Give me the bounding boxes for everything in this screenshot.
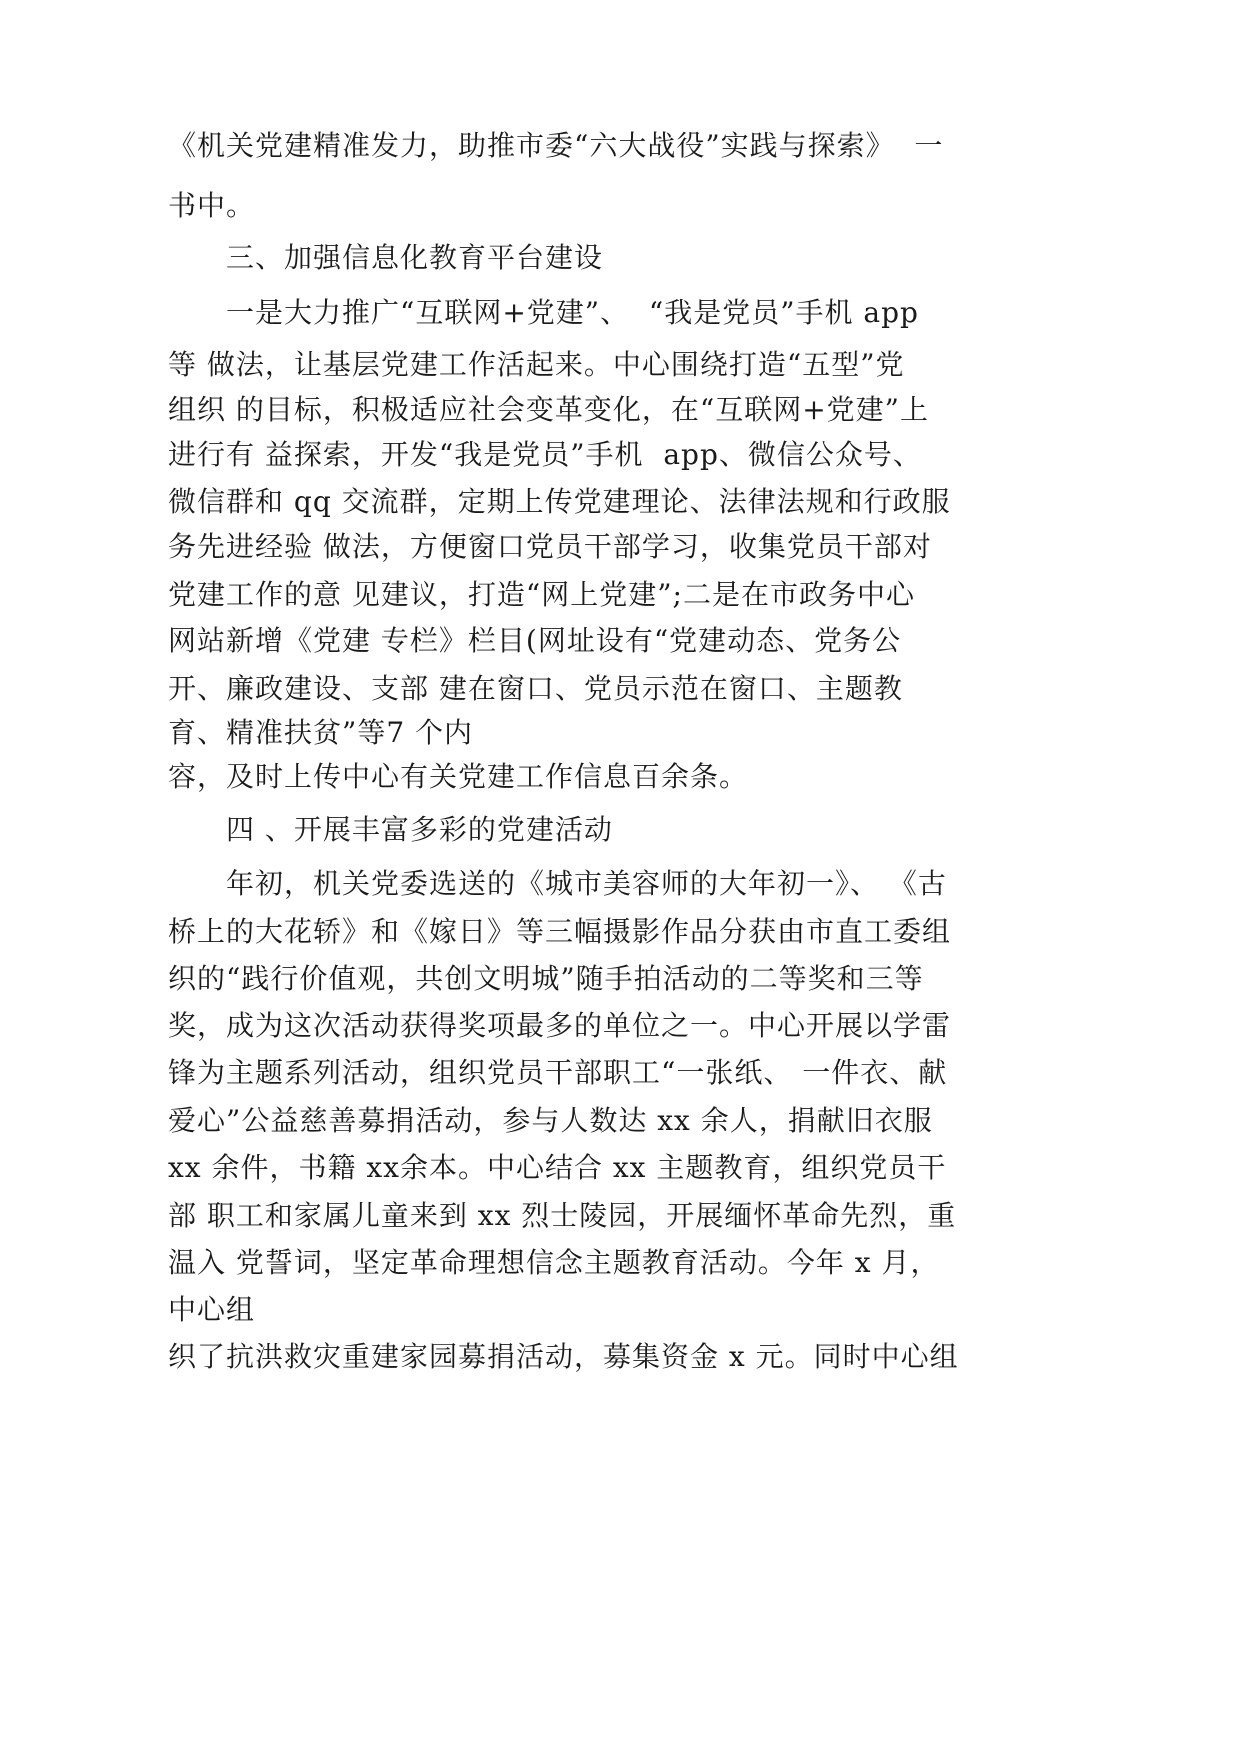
body-text-line: 书中。 — [168, 189, 256, 222]
body-text-line: 部 职工和家属儿童来到 xx 烈士陵园，开展缅怀革命先烈，重 — [168, 1199, 957, 1232]
body-text-line: 桥上的大花轿》和《嫁日》等三幅摄影作品分获由市直工委组 — [168, 915, 952, 948]
body-text-line: 等 做法，让基层党建工作活起来。中心围绕打造“五型”党 — [168, 348, 905, 381]
body-text-line: xx 余件，书籍 xx余本。中心结合 xx 主题教育，组织党员干 — [168, 1151, 947, 1184]
body-text-line: 奖，成为这次活动获得奖项最多的单位之一。中心开展以学雷 — [168, 1009, 952, 1042]
body-text-line: 容，及时上传中心有关党建工作信息百余条。 — [168, 760, 749, 793]
body-text-line: 务先进经验 做法，方便窗口党员干部学习，收集党员干部对 — [168, 530, 932, 563]
body-text-line: 年初，机关党委选送的《城市美容师的大年初一》、 《古 — [226, 867, 947, 900]
body-text-line: 《机关党建精准发力，助推市委“六大战役”实践与探索》 一 — [168, 129, 944, 162]
section-heading: 四 、开展丰富多彩的党建活动 — [226, 813, 613, 846]
body-text-line: 爱心”公益慈善募捐活动，参与人数达 xx 余人，捐献旧衣服 — [168, 1104, 933, 1137]
body-text-line: 网站新增《党建 专栏》栏目(网址设有“党建动态、党务公 — [168, 624, 902, 657]
body-text-line: 温入 党誓词，坚定革命理想信念主题教育活动。今年 x 月， — [168, 1246, 940, 1279]
body-text-line: 党建工作的意 见建议，打造“网上党建”;二是在市政务中心 — [168, 578, 915, 611]
body-text-line: 一是大力推广“互联网+党建”、 “我是党员”手机 app — [226, 296, 919, 329]
section-heading: 三、加强信息化教育平台建设 — [226, 241, 604, 274]
body-text-line: 开、廉政建设、支部 建在窗口、党员示范在窗口、主题教 — [168, 672, 903, 705]
body-text-line: 织了抗洪救灾重建家园募捐活动，募集资金 x 元。同时中心组 — [168, 1340, 959, 1373]
body-text-line: 织的“践行价值观，共创文明城”随手拍活动的二等奖和三等 — [168, 962, 924, 995]
body-text-line: 进行有 益探索，开发“我是党员”手机 app、微信公众号、 — [168, 438, 922, 471]
body-text-line: 组织 的目标，积极适应社会变革变化，在“互联网+党建”上 — [168, 393, 929, 426]
body-text-line: 锋为主题系列活动，组织党员干部职工“一张纸、 一件衣、献 — [168, 1056, 948, 1089]
body-text-line: 育、精准扶贫”等7 个内 — [168, 716, 474, 749]
body-text-line: 微信群和 qq 交流群，定期上传党建理论、法律法规和行政服 — [168, 485, 951, 518]
body-text-line: 中心组 — [168, 1293, 256, 1326]
